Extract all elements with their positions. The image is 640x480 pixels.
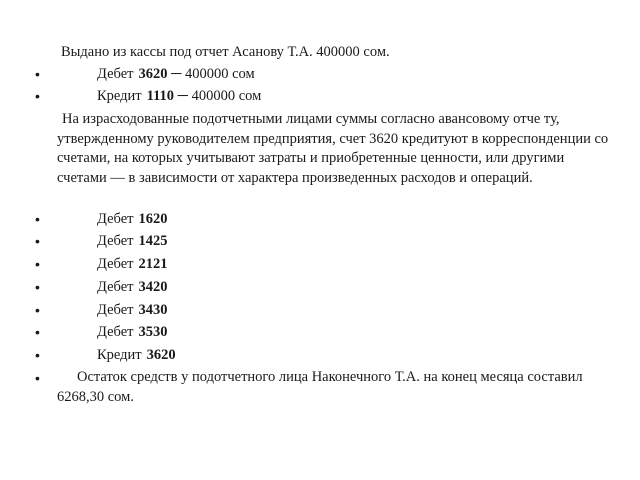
bullet: • <box>35 279 40 295</box>
entry-label: Дебет <box>97 302 134 318</box>
bullet: • <box>35 347 40 363</box>
entry-account: 3420 <box>138 279 168 295</box>
entry-account: 1425 <box>138 233 168 249</box>
entry-account: 3430 <box>138 302 168 318</box>
entry-label: Дебет <box>97 256 134 272</box>
bullet: • <box>35 256 40 272</box>
entry-credit-3620 <box>97 347 176 364</box>
entry-account: 1620 <box>138 211 168 227</box>
entry-credit-1110 <box>97 88 261 105</box>
explanation-paragraph: На израсходованные подотчетными лицами суммы согласно авансовому отче ту, утвержденному руководителем предприятия, счет 3620 кредитуют в корреспонденции со счетами, на которых учитывают затраты и приобретенные ценности, или другими счетами — в зависимости от характера произведенных расходов и операций. <box>57 111 609 187</box>
closing-paragraph: Остаток средств у подотчетного лица Наконечного Т.А. на конец месяца составил 6268,30 сом. <box>57 369 583 405</box>
entry-amount: ─ 400000 сом <box>174 88 262 104</box>
entry-label: Дебет <box>97 66 134 82</box>
bullet: • <box>35 324 40 340</box>
entry-label: Кредит <box>97 88 142 104</box>
bullet: • <box>35 233 40 249</box>
entry-debit-3420 <box>97 279 167 296</box>
entry-debit-2121 <box>97 256 167 273</box>
entry-account: 1110 <box>146 88 175 104</box>
header-line: Выдано из кассы под отчет Асанову Т.А. 400000 сом. <box>61 44 390 60</box>
entry-debit-3430 <box>97 302 167 319</box>
entry-label: Дебет <box>97 279 134 295</box>
entry-account: 3530 <box>138 324 168 340</box>
entry-amount: ─ 400000 сом <box>167 66 255 82</box>
entry-label: Дебет <box>97 233 134 249</box>
entry-account: 2121 <box>138 256 168 272</box>
entry-debit-3530 <box>97 324 167 341</box>
entry-label: Дебет <box>97 211 134 227</box>
entry-account: 3620 <box>146 347 176 363</box>
entry-label: Кредит <box>97 347 142 363</box>
bullet: • <box>35 370 40 386</box>
entry-account: 3620 <box>138 66 168 82</box>
bullet: • <box>35 302 40 318</box>
bullet: • <box>35 88 40 104</box>
entry-debit-1620 <box>97 211 167 228</box>
entry-debit-1425 <box>97 233 167 250</box>
bullet: • <box>35 211 40 227</box>
bullet: • <box>35 66 40 82</box>
entry-debit-3620 <box>97 66 255 83</box>
entry-label: Дебет <box>97 324 134 340</box>
